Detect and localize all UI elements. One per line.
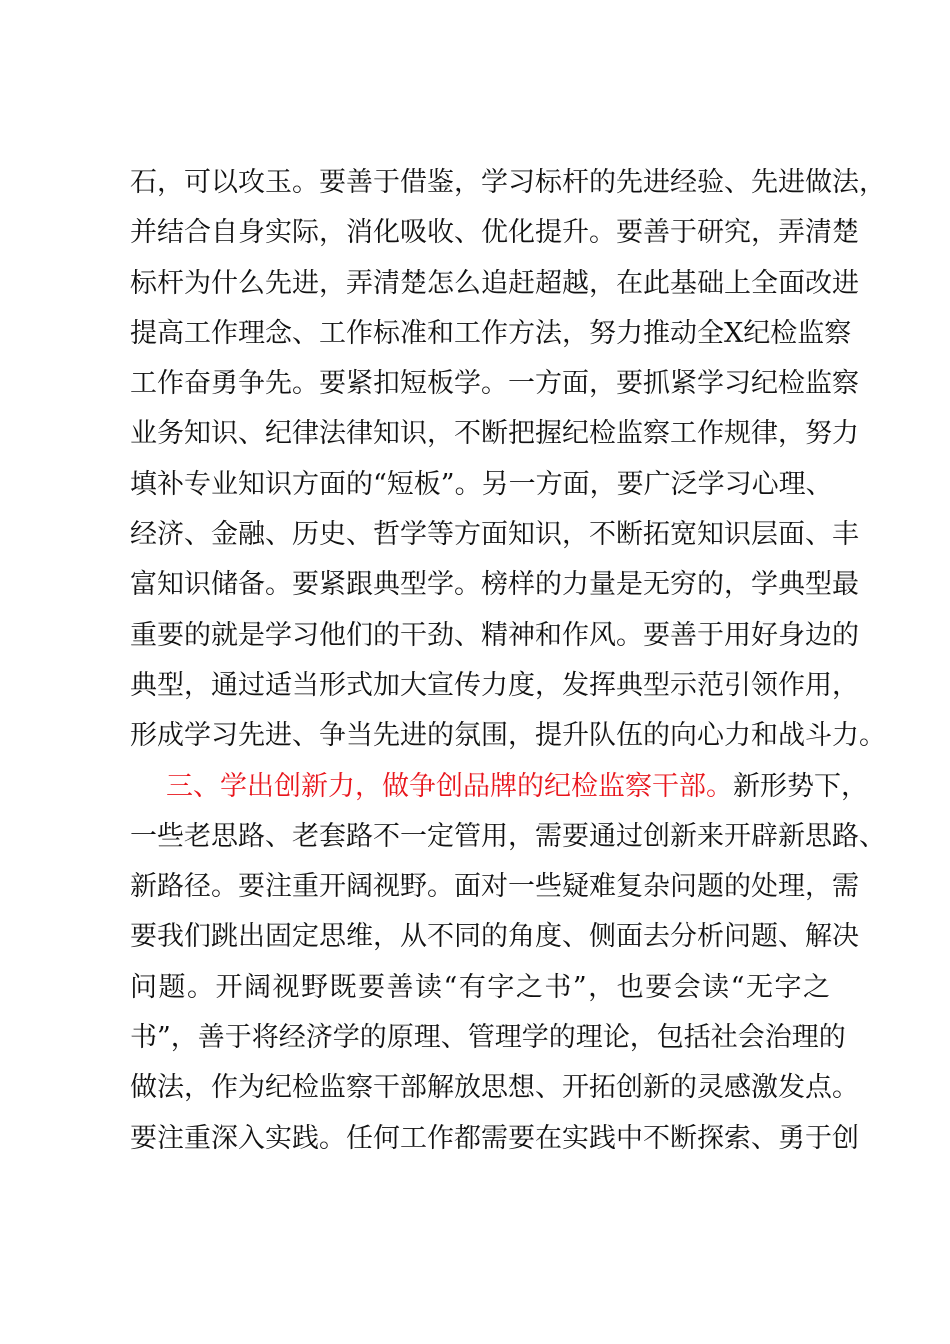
text-line: 并结合自身实际，消化吸收、优化提升。要善于研究，弄清楚 bbox=[130, 217, 859, 249]
text-line: 问题。开阔视野既要善读“有字之书”，也要会读“无字之 bbox=[130, 971, 830, 1003]
body-text bbox=[130, 158, 886, 1164]
text-line: 形成学习先进、争当先进的氛围，提升队伍的向心力和战斗力。 bbox=[130, 720, 886, 752]
text-line: 一些老思路、老套路不一定管用，需要通过创新来开辟新思路、 bbox=[130, 820, 886, 852]
text-line: 重要的就是学习他们的干劲、精神和作风。要善于用好身边的 bbox=[130, 619, 859, 651]
text-line: 富知识储备。要紧跟典型学。榜样的力量是无穷的，学典型最 bbox=[130, 569, 859, 601]
text-line: 典型，通过适当形式加大宣传力度，发挥典型示范引领作用， bbox=[130, 669, 859, 701]
text-line: 要注重深入实践。任何工作都需要在实践中不断探索、勇于创 bbox=[130, 1122, 859, 1154]
text-line: 做法，作为纪检监察干部解放思想、开拓创新的灵感激发点。 bbox=[130, 1072, 859, 1104]
text-line: 新路径。要注重开阔视野。面对一些疑难复杂问题的处理，需 bbox=[130, 871, 859, 903]
text-line: 书”，善于将经济学的原理、管理学的理论，包括社会治理的 bbox=[130, 1022, 846, 1054]
text-line: 要我们跳出固定思维，从不同的角度、侧面去分析问题、解决 bbox=[130, 921, 859, 953]
text-line: 填补专业知识方面的“短板”。另一方面，要广泛学习心理、 bbox=[130, 468, 833, 500]
text-line: 工作奋勇争先。要紧扣短板学。一方面，要抓紧学习纪检监察 bbox=[130, 368, 859, 400]
text-line: 标杆为什么先进，弄清楚怎么追赶超越，在此基础上全面改进 bbox=[130, 267, 859, 299]
text-line: 业务知识、纪律法律知识，不断把握纪检监察工作规律，努力 bbox=[130, 418, 859, 450]
section-3-heading: 三、学出创新力，做争创品牌的纪检监察干部。 bbox=[166, 770, 733, 802]
section-3-first-line bbox=[130, 762, 868, 812]
section-3-first-line-rest: 新形势下， bbox=[733, 770, 868, 802]
text-line: 经济、金融、历史、哲学等方面知识，不断拓宽知识层面、丰 bbox=[130, 519, 859, 551]
text-line: 石，可以攻玉。要善于借鉴，学习标杆的先进经验、先进做法， bbox=[130, 167, 886, 198]
text-line: 提高工作理念、工作标准和工作方法，努力推动全X纪检监察 bbox=[130, 317, 852, 349]
